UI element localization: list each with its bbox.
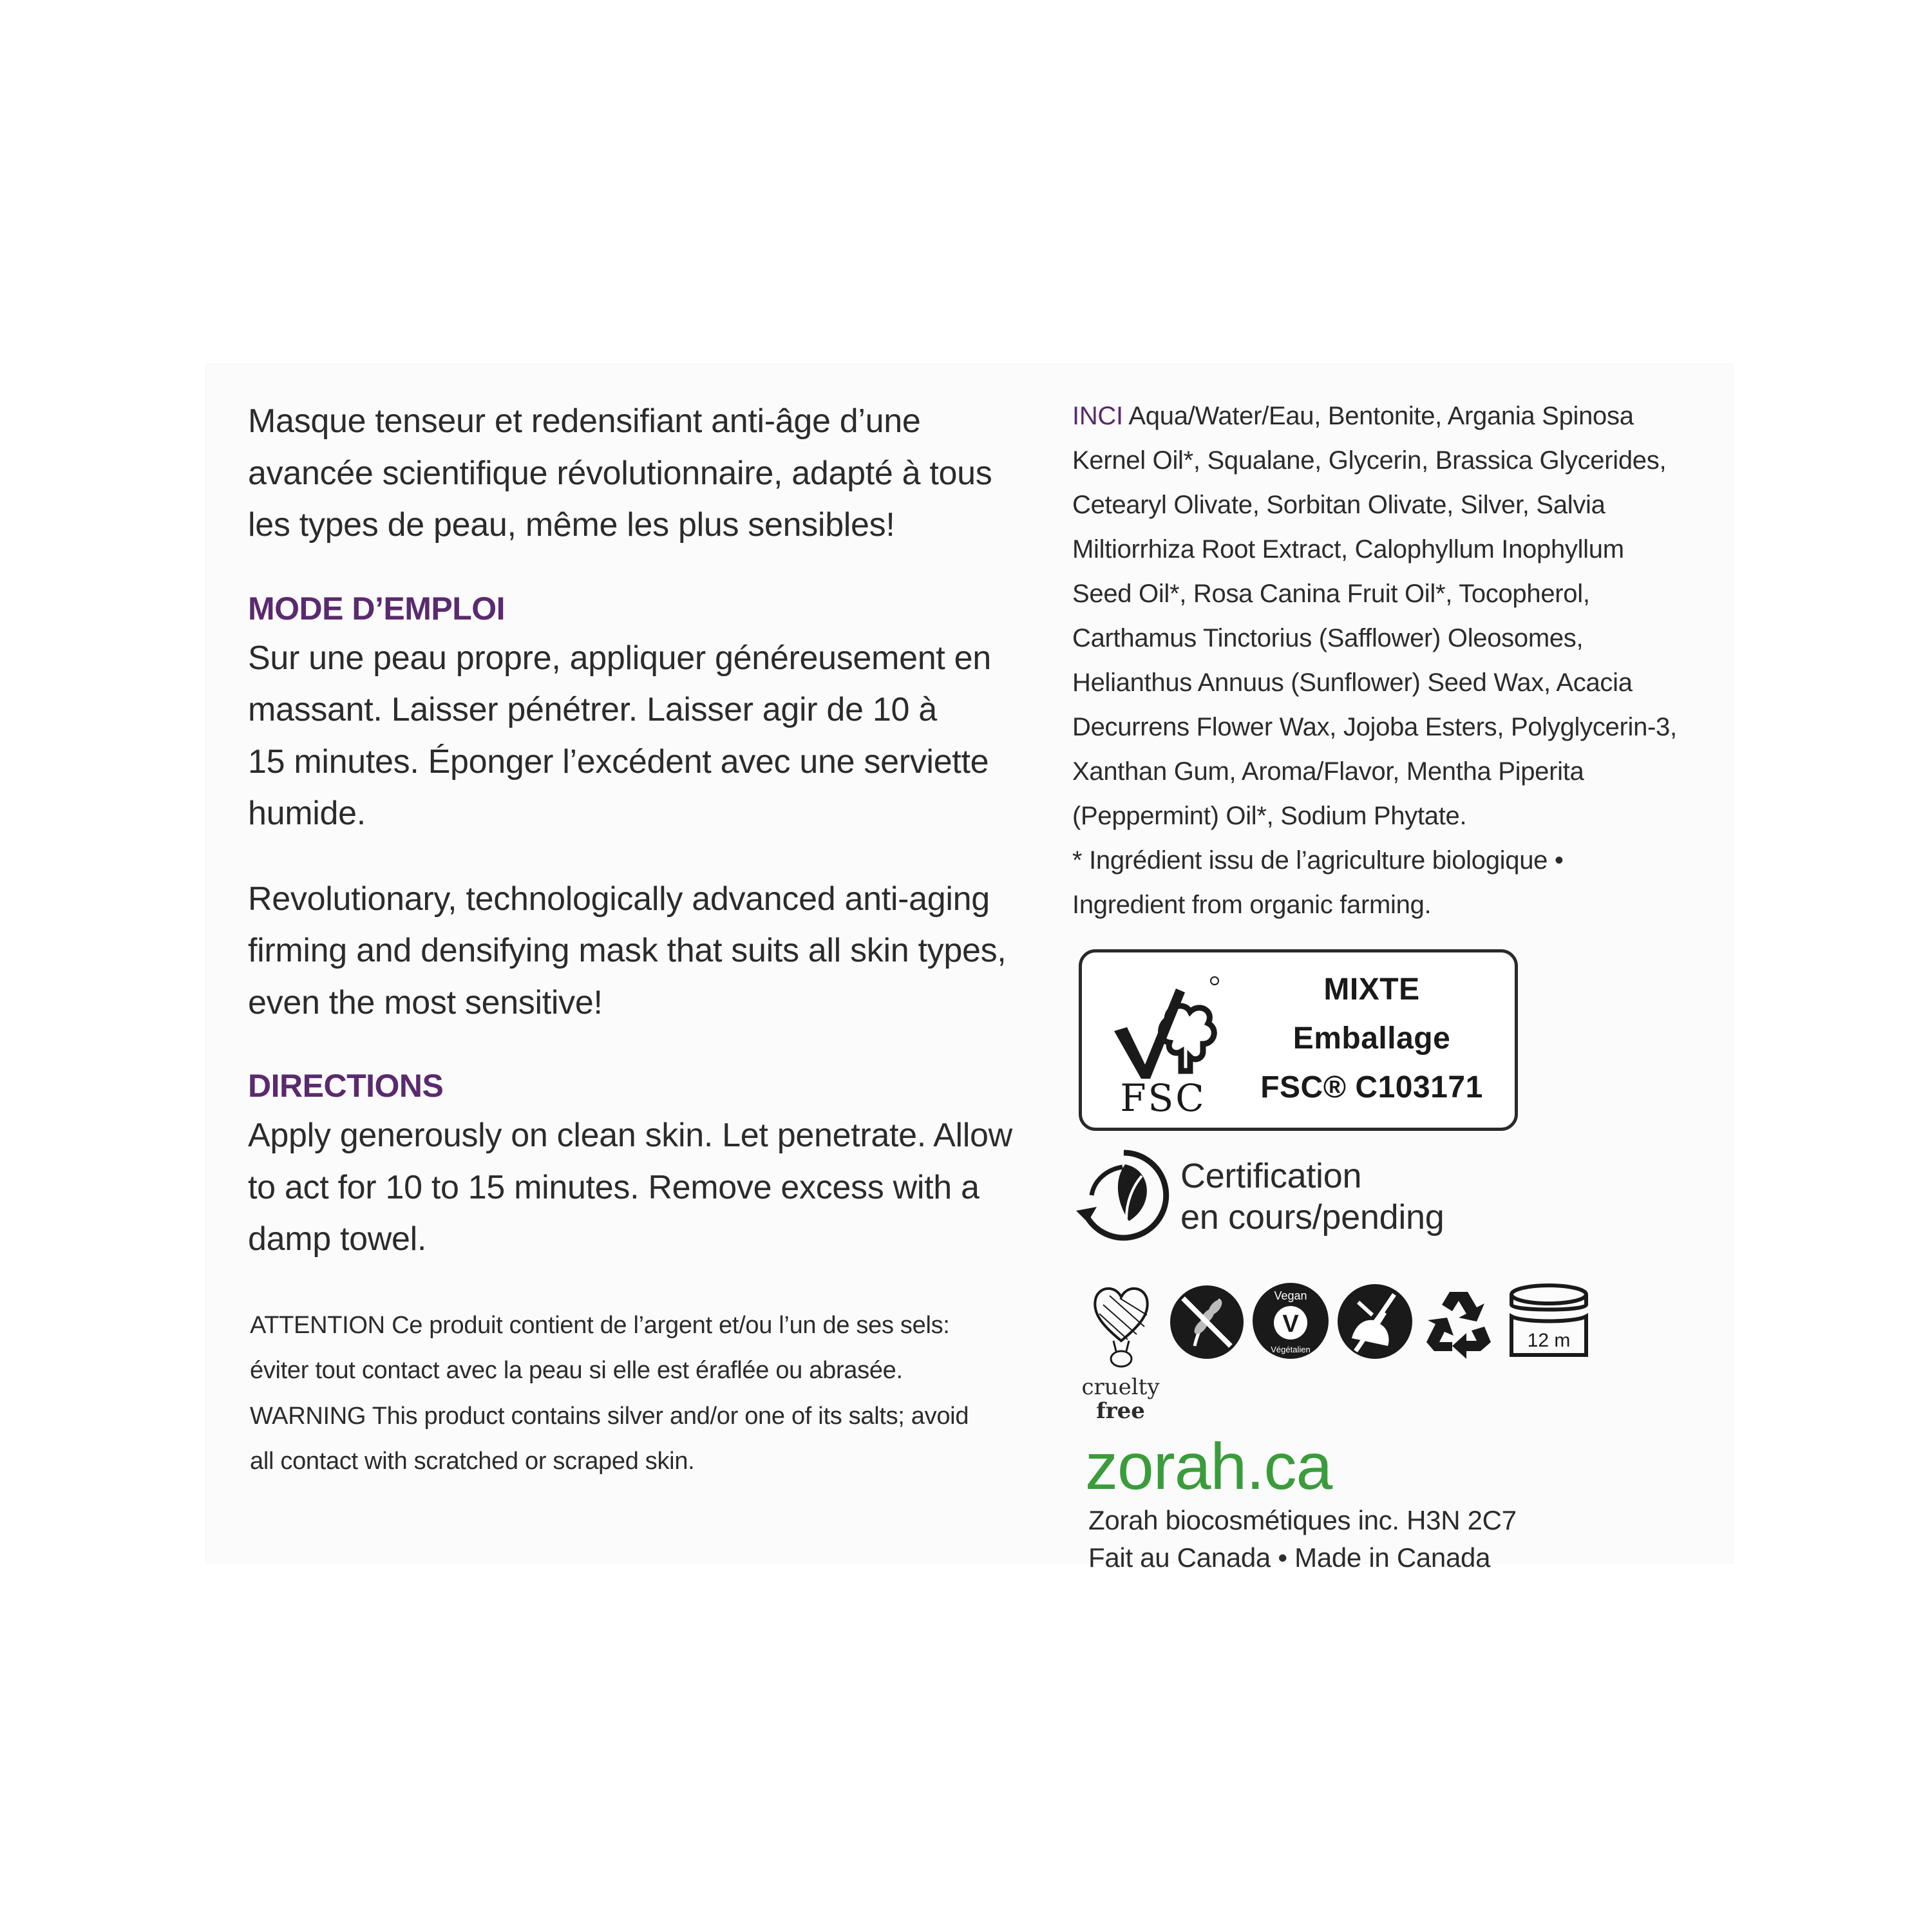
pao-text: 12 m — [1527, 1330, 1571, 1351]
pao-12m-icon — [1504, 1280, 1594, 1364]
no-gluten-icon — [1169, 1284, 1245, 1360]
cruelty-free-text — [1079, 1376, 1162, 1423]
intro-fr-line: avancée scientifique révolutionnaire, adapté à tous — [248, 454, 992, 492]
directions-en-line: damp towel. — [248, 1220, 427, 1258]
intro-fr — [248, 395, 1014, 551]
warning-text — [250, 1303, 1014, 1484]
directions-en — [248, 1110, 1014, 1265]
directions-fr-line: Sur une peau propre, appliquer généreusement en — [248, 639, 991, 677]
intro-en — [248, 873, 1014, 1029]
heading-mode-emploi: MODE D’EMPLOI — [248, 590, 506, 627]
certification-line: en cours/pending — [1180, 1198, 1444, 1236]
fsc-logo-text: FSC — [1120, 1076, 1206, 1116]
recycle-icon — [1421, 1284, 1496, 1359]
vegan-icon — [1251, 1282, 1330, 1360]
cruelty-word: cruelty — [1081, 1374, 1160, 1400]
warning-line: all contact with scratched or scraped skin. — [250, 1448, 695, 1475]
inci-label: INCI — [1072, 402, 1123, 430]
inci-line: Seed Oil*, Rosa Canina Fruit Oil*, Tocopherol, — [1072, 580, 1590, 608]
inci-line — [1072, 394, 1716, 439]
inci-line: Decurrens Flower Wax, Jojoba Esters, Polyglycerin-3, — [1072, 713, 1677, 741]
directions-fr-line: 15 minutes. Éponger l’excédent avec une serviette — [248, 743, 989, 781]
vegan-word: Vegan — [1274, 1289, 1307, 1302]
eco-certification-leaf-icon — [1072, 1144, 1175, 1247]
fsc-emballage: Emballage — [1293, 1021, 1451, 1056]
directions-en-line: to act for 10 to 15 minutes. Remove excess with a — [248, 1168, 980, 1206]
intro-fr-line: Masque tenseur et redensifiant anti-âge d’une — [248, 402, 921, 440]
intro-en-line: Revolutionary, technologically advanced anti-aging — [248, 880, 990, 918]
inci-line: Cetearyl Olivate, Sorbitan Olivate, Silver, Salvia — [1072, 491, 1605, 519]
inci-ingredients — [1072, 394, 1716, 927]
inci-line: Miltiorrhiza Root Extract, Calophyllum Inophyllum — [1072, 535, 1624, 564]
fsc-mixte: MIXTE — [1323, 972, 1420, 1007]
intro-en-line: even the most sensitive! — [248, 983, 603, 1021]
intro-en-line: firming and densifying mask that suits all skin types, — [248, 932, 1007, 969]
certification-line: Certification — [1180, 1157, 1362, 1195]
right-column — [1072, 394, 1716, 927]
directions-en-line: Apply generously on clean skin. Let penetrate. Allow — [248, 1117, 1012, 1154]
organic-note-line: Ingredient from organic farming. — [1072, 891, 1432, 919]
cruelty-free-heart-icon — [1090, 1279, 1152, 1376]
inci-line: Carthamus Tinctorius (Safflower) Oleosomes, — [1072, 624, 1584, 652]
intro-fr-line: les types de peau, même les plus sensibles! — [248, 506, 895, 544]
inci-line: Helianthus Annuus (Sunflower) Seed Wax, Acacia — [1072, 668, 1633, 697]
inci-line: (Peppermint) Oil*, Sodium Phytate. — [1072, 802, 1467, 830]
directions-fr — [248, 632, 1014, 840]
product-icons-row — [1079, 1279, 1620, 1440]
fsc-certification-box — [1079, 949, 1518, 1131]
fsc-code: FSC® C103171 — [1260, 1070, 1483, 1104]
vegan-v: V — [1282, 1311, 1299, 1338]
organic-note-line: * Ingrédient issu de l’agriculture biologique • — [1072, 846, 1564, 875]
inci-line: Kernel Oil*, Squalane, Glycerin, Brassica Glycerides, — [1072, 446, 1667, 475]
no-animal-testing-icon — [1336, 1283, 1414, 1360]
website: zorah.ca — [1085, 1430, 1332, 1503]
directions-fr-line: humide. — [248, 795, 366, 832]
heading-directions: DIRECTIONS — [248, 1068, 444, 1104]
directions-fr-line: massant. Laisser pénétrer. Laisser agir de 10 à — [248, 691, 937, 728]
vegetalien-word: Végétalien — [1271, 1345, 1311, 1354]
free-word: free — [1096, 1398, 1145, 1424]
warning-line: éviter tout contact avec la peau si elle est éraflée ou abrasée. — [250, 1357, 903, 1384]
label-card — [206, 365, 1732, 1573]
address-line: Zorah biocosmétiques inc. H3N 2C7 — [1088, 1505, 1517, 1535]
fsc-text — [1236, 965, 1507, 1112]
fsc-tree-logo-icon — [1105, 974, 1221, 1116]
inci-line: Xanthan Gum, Aroma/Flavor, Mentha Piperita — [1072, 757, 1584, 786]
made-in-line: Fait au Canada • Made in Canada — [1088, 1542, 1491, 1573]
certification-pending — [1072, 1144, 1484, 1253]
warning-line: ATTENTION Ce produit contient de l’argent et/ou l’un de ses sels: — [250, 1311, 950, 1339]
left-column — [248, 395, 1014, 1484]
certification-text — [1180, 1155, 1444, 1238]
company-address — [1088, 1502, 1517, 1577]
inci-line-text: Aqua/Water/Eau, Bentonite, Argania Spinosa — [1122, 402, 1634, 430]
warning-line: WARNING This product contains silver and/or one of its salts; avoid — [250, 1402, 969, 1430]
